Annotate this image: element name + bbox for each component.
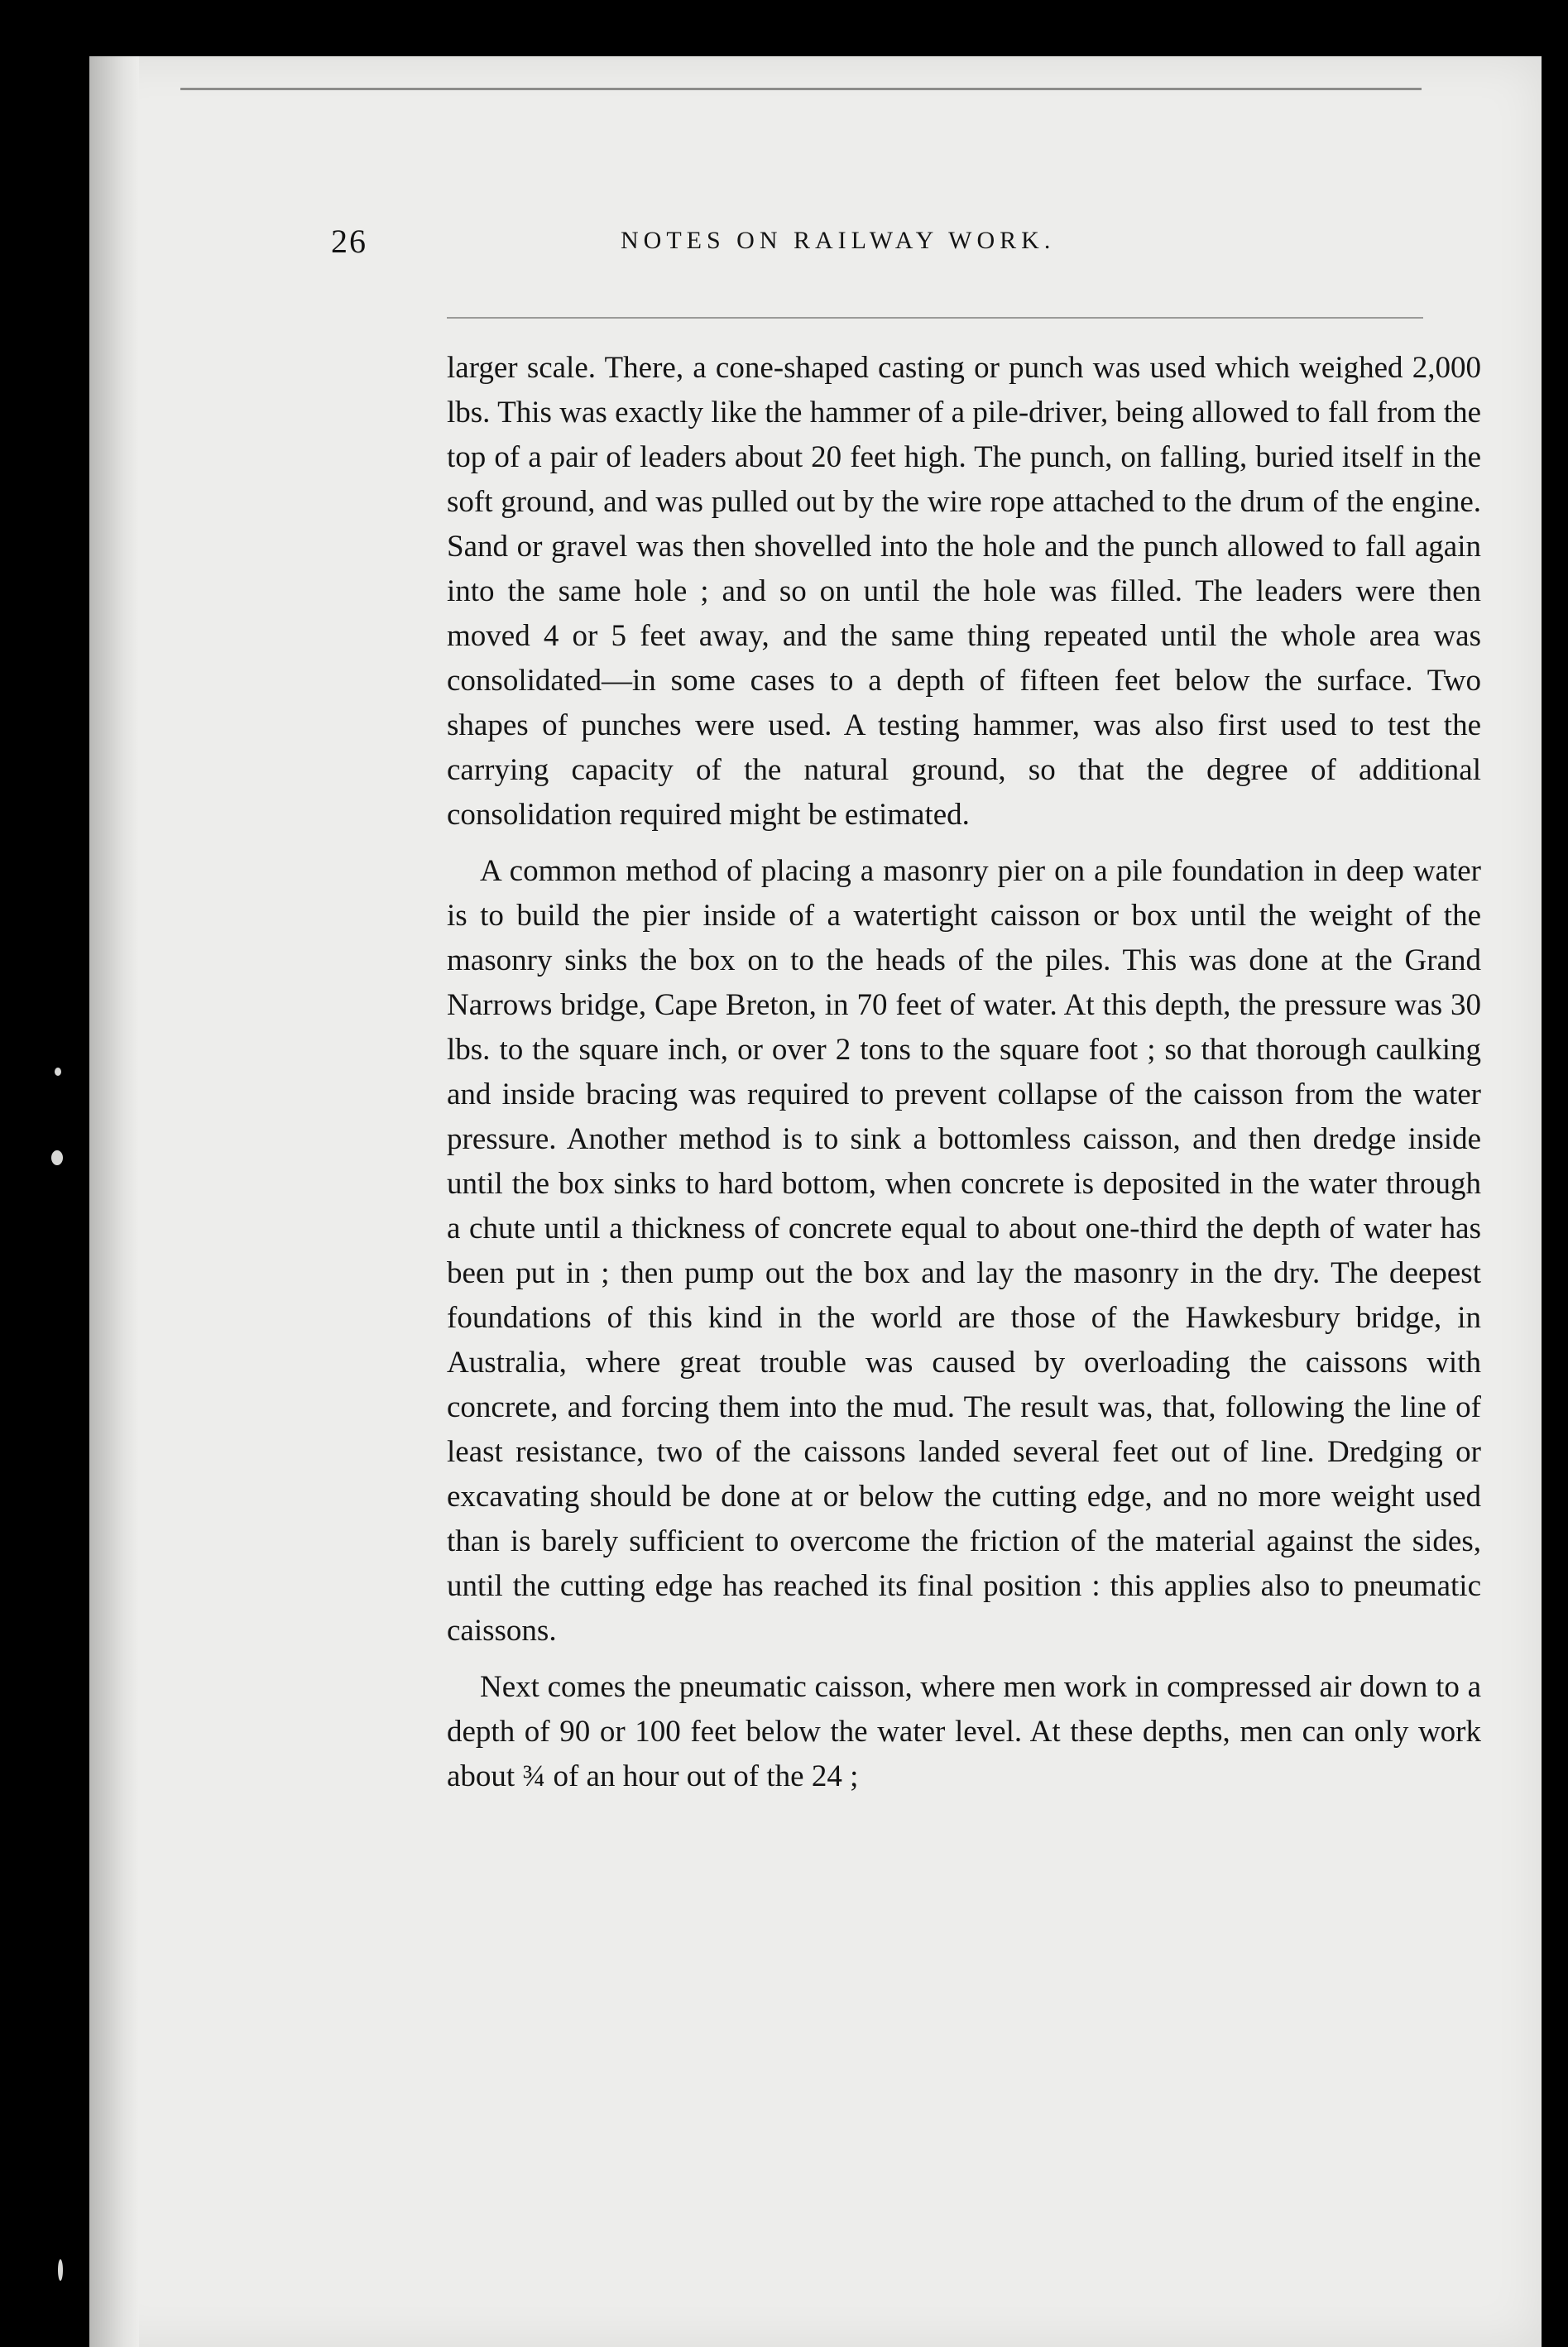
paragraph-1: larger scale. There, a cone-shaped casting or punch was used which weighed 2,000 lbs. This was exactly like the hammer of a pile-driver, being allowed to fall from the top of a pair of leaders about 20 feet high. The punch, on falling, buried itself in the soft ground, and was pulled out by the wire rope attached to the drum of the engine. Sand or gravel was then shovelled into the hole and the punch allowed to fall again into the same hole ; and so on until the hole was filled. The leaders were then moved 4 or 5 feet away, and the same thing repeated until the whole area was consolidated—in some cases to a depth of fifteen feet below the surface. Two shapes of punches were used. A testing hammer, was also first used to test the carrying capacity of the natural ground, so that the degree of additional consolidation required might be estimated. (447, 351, 1481, 832)
page-binding-shadow (89, 56, 139, 2347)
page-header (331, 222, 1456, 271)
header-divider (447, 317, 1423, 319)
scan-speck (55, 1068, 61, 1076)
scan-speck (58, 2259, 63, 2281)
running-head: NOTES ON RAILWAY WORK. (621, 227, 1056, 254)
paragraph-3: Next comes the pneumatic caisson, where men work in compressed air down to a depth of 90 or 100 feet below the water level. At these depths, men can only work about ¾ of an hour out of the 24 ; (447, 1670, 1481, 1793)
paragraph-2: A common method of placing a masonry pier on a pile foundation in deep water is to build the pier inside of a watertight caisson or box until the weight of the masonry sinks the box on to the heads of the piles. This was done at the Grand Narrows bridge, Cape Breton, in 70 feet of water. At this depth, the pressure was 30 lbs. to the square inch, or over 2 tons to the square foot ; so that thorough caulking and inside bracing was required to prevent collapse of the caisson from the water pressure. Another method is to sink a bottomless caisson, and then dredge inside until the box sinks to hard bottom, when concrete is deposited in the water through a chute until a thickness of concrete equal to about one-third the depth of water has been put in ; then pump out the box and lay the masonry in the dry. The deepest foundations of this kind in the world are those of the Hawkesbury bridge, in Australia, where great trouble was caused by overloading the caissons with concrete, and forcing them into the mud. The result was, that, following the line of least resistance, two of the caissons landed several feet out of line. Dredging or excavating should be done at or below the cutting edge, and no more weight used than is barely sufficient to overcome the friction of the material against the sides, until the cutting edge has reached its final position : this applies also to pneumatic caissons. (447, 854, 1481, 1648)
scan-speck (51, 1150, 63, 1165)
body-text (447, 346, 1481, 1811)
page-top-edge (180, 88, 1422, 90)
page-number: 26 (331, 223, 367, 260)
